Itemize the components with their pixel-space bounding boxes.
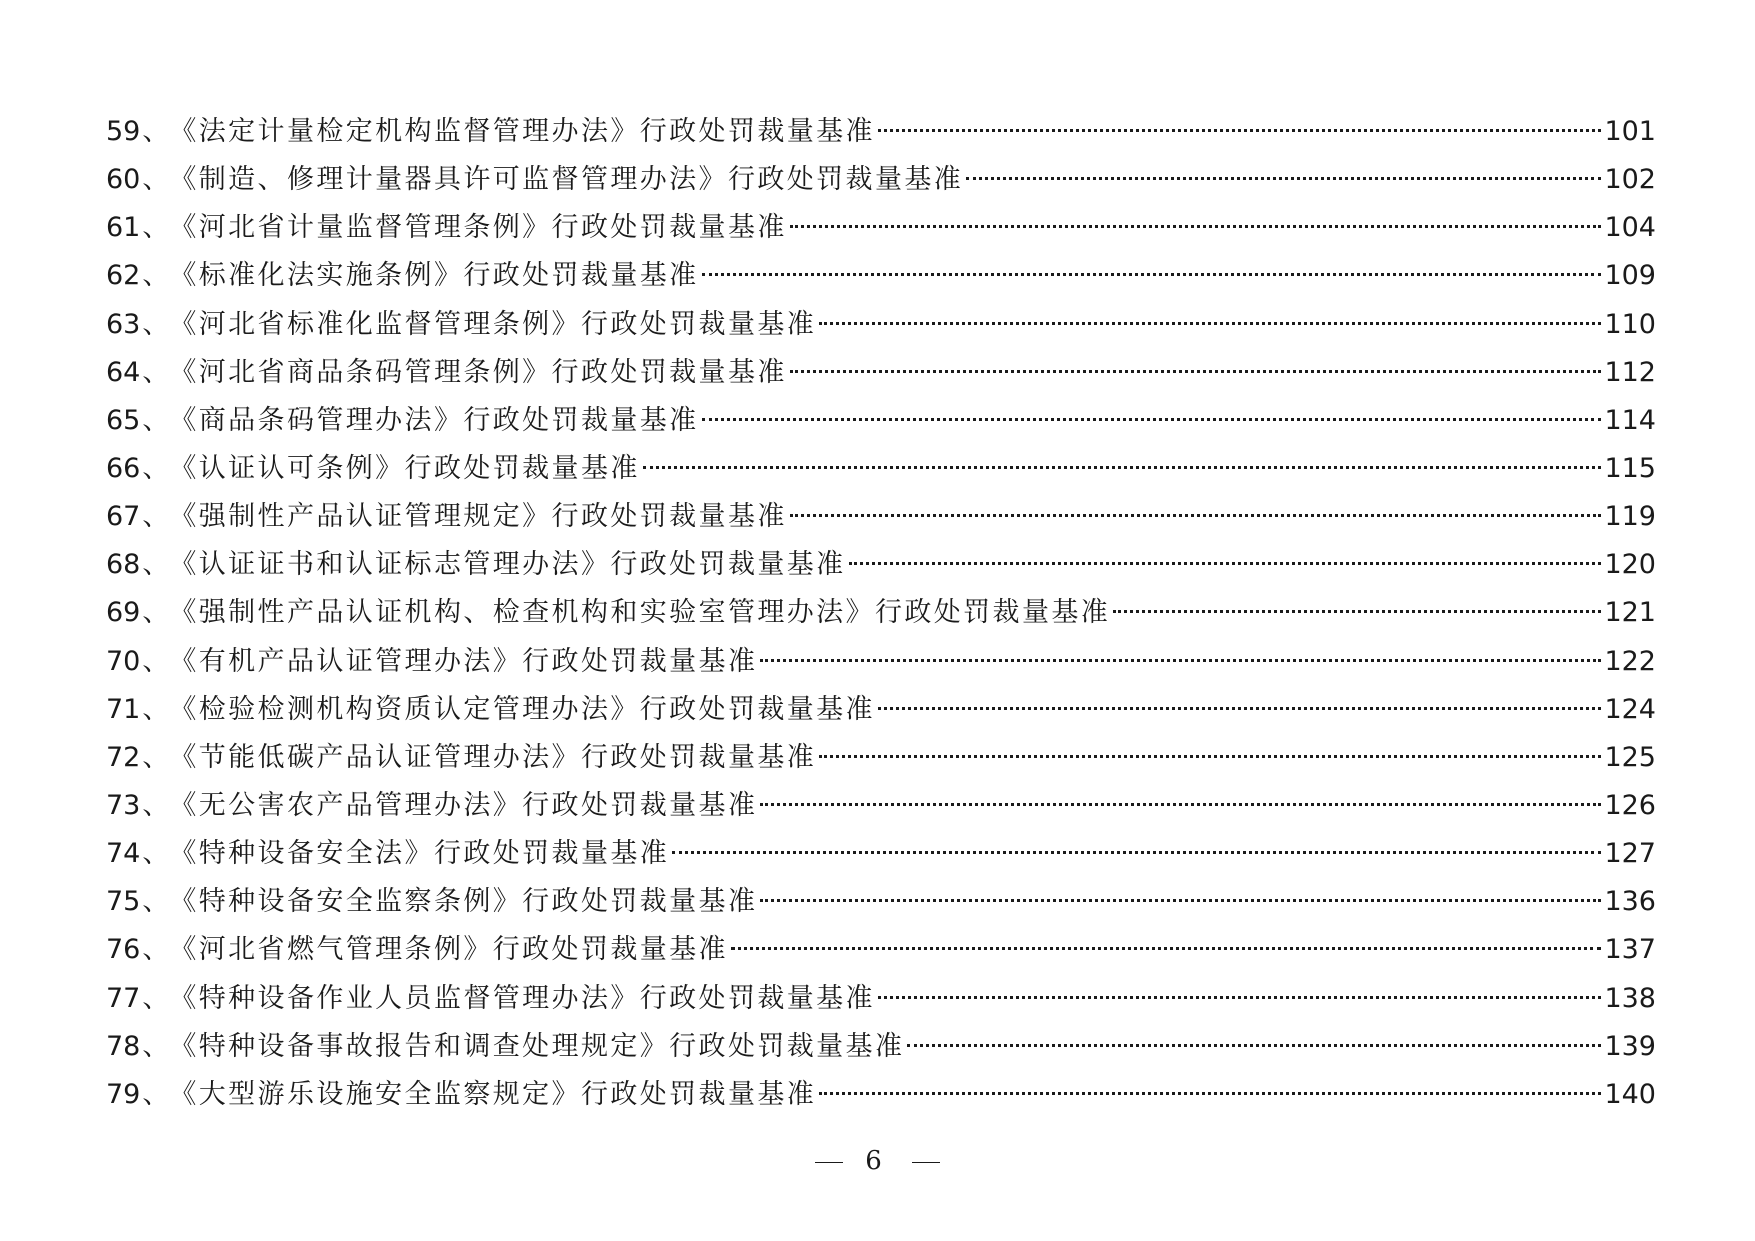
toc-entry[interactable] (106, 397, 1656, 445)
toc-entry-page: 140 (1604, 1078, 1656, 1110)
toc-entry-separator: 、 (142, 597, 170, 629)
toc-entry-number: 74 (106, 838, 141, 870)
toc-entry-title: 《有机产品认证管理办法》行政处罚裁量基准 (169, 645, 758, 677)
toc-entry-page: 125 (1604, 741, 1656, 773)
toc-entry-number: 79 (106, 1078, 141, 1110)
toc-entry-separator: 、 (142, 886, 170, 918)
toc-entry-title: 《强制性产品认证机构、检查机构和实验室管理办法》行政处罚裁量基准 (169, 597, 1111, 629)
dot-leader (643, 466, 1602, 469)
toc-entry-page: 127 (1604, 838, 1656, 870)
toc-entry-number: 76 (106, 934, 141, 966)
toc-entry-title: 《节能低碳产品认证管理办法》行政处罚裁量基准 (169, 741, 817, 773)
toc-entry[interactable] (106, 204, 1656, 252)
toc-entry-page: 136 (1604, 886, 1656, 918)
toc-entry-number: 61 (106, 212, 141, 244)
toc-entry-title: 《商品条码管理办法》行政处罚裁量基准 (169, 404, 699, 436)
toc-entry-separator: 、 (142, 356, 170, 388)
dot-leader (849, 562, 1602, 565)
toc-entry-separator: 、 (142, 838, 170, 870)
toc-entry-number: 70 (106, 645, 141, 677)
toc-entry-number: 59 (106, 116, 141, 147)
dot-leader (672, 851, 1601, 854)
toc-entry-page: 122 (1604, 645, 1656, 677)
dot-leader (1113, 610, 1601, 613)
toc-entry-number: 66 (106, 452, 141, 484)
toc-entry[interactable] (106, 686, 1656, 734)
toc-entry-title: 《特种设备安全法》行政处罚裁量基准 (169, 838, 670, 870)
toc-entry-number: 69 (106, 597, 141, 629)
toc-entry[interactable] (106, 734, 1656, 782)
toc-entry-separator: 、 (142, 308, 170, 340)
toc-entry-separator: 、 (142, 116, 170, 147)
toc-entry-title: 《检验检测机构资质认定管理办法》行政处罚裁量基准 (169, 693, 875, 725)
toc-entry-separator: 、 (142, 934, 170, 966)
toc-entry-separator: 、 (142, 1030, 170, 1062)
toc-entry-separator: 、 (142, 164, 170, 196)
toc-entry-page: 121 (1604, 597, 1656, 629)
toc-entry-title: 《法定计量检定机构监督管理办法》行政处罚裁量基准 (169, 116, 875, 147)
dot-leader (702, 418, 1602, 421)
toc-entry-page: 138 (1604, 982, 1656, 1014)
dot-leader (790, 370, 1602, 373)
toc-entry[interactable] (106, 301, 1656, 349)
toc-entry[interactable] (106, 252, 1656, 300)
toc-entry-page: 115 (1604, 452, 1656, 484)
toc-entry[interactable] (106, 589, 1656, 637)
toc-entry-number: 62 (106, 260, 141, 292)
toc-entry-separator: 、 (142, 693, 170, 725)
dot-leader (878, 996, 1601, 999)
toc-entry-separator: 、 (142, 982, 170, 1014)
dot-leader (731, 947, 1601, 950)
toc-entry-number: 78 (106, 1030, 141, 1062)
dot-leader (760, 803, 1601, 806)
toc-entry-title: 《河北省商品条码管理条例》行政处罚裁量基准 (169, 356, 787, 388)
toc-entry[interactable] (106, 108, 1656, 156)
page-footer (0, 1146, 1755, 1176)
toc-entry-number: 71 (106, 693, 141, 725)
toc-entry-title: 《河北省标准化监督管理条例》行政处罚裁量基准 (169, 308, 817, 340)
toc-entry-title: 《强制性产品认证管理规定》行政处罚裁量基准 (169, 501, 787, 533)
dot-leader (790, 225, 1602, 228)
dot-leader (760, 899, 1601, 902)
toc-entry-number: 64 (106, 356, 141, 388)
toc-entry-separator: 、 (142, 260, 170, 292)
toc-entry-page: 126 (1604, 789, 1656, 821)
toc-entry-page: 137 (1604, 934, 1656, 966)
toc-entry[interactable] (106, 878, 1656, 926)
dot-leader (819, 755, 1601, 758)
toc-entry-title: 《认证认可条例》行政处罚裁量基准 (169, 452, 640, 484)
toc-entry-page: 112 (1604, 356, 1656, 388)
toc-entry-page: 114 (1604, 404, 1656, 436)
toc-entry-page: 110 (1604, 308, 1656, 340)
toc-entry-separator: 、 (142, 212, 170, 244)
toc-entry[interactable] (106, 541, 1656, 589)
dot-leader (819, 1092, 1601, 1095)
toc-entry-number: 72 (106, 741, 141, 773)
toc-entry-page: 120 (1604, 549, 1656, 581)
toc-entry-separator: 、 (142, 501, 170, 533)
toc-entry-page: 119 (1604, 501, 1656, 533)
dot-leader (702, 273, 1602, 276)
toc-entry-number: 73 (106, 789, 141, 821)
dot-leader (760, 659, 1601, 662)
page-number: 6 (865, 1146, 882, 1176)
dot-leader (907, 1044, 1601, 1047)
toc-entry[interactable] (106, 926, 1656, 974)
toc-entry[interactable] (106, 782, 1656, 830)
toc-entry-separator: 、 (142, 452, 170, 484)
toc-entry-separator: 、 (142, 1078, 170, 1110)
dot-leader (878, 707, 1601, 710)
toc-entry-separator: 、 (142, 789, 170, 821)
dot-leader (790, 514, 1602, 517)
dot-leader (966, 177, 1601, 180)
toc-entry-number: 65 (106, 404, 141, 436)
footer-dash-left (815, 1162, 843, 1163)
toc-entry-page: 139 (1604, 1030, 1656, 1062)
toc-entry-title: 《制造、修理计量器具许可监督管理办法》行政处罚裁量基准 (169, 164, 964, 196)
toc-entry-page: 109 (1604, 260, 1656, 292)
toc-entry[interactable] (106, 493, 1656, 541)
toc-entry-title: 《特种设备安全监察条例》行政处罚裁量基准 (169, 886, 758, 918)
dot-leader (819, 322, 1601, 325)
toc-entry[interactable] (106, 1071, 1656, 1119)
toc-entry-separator: 、 (142, 549, 170, 581)
toc-entry-number: 75 (106, 886, 141, 918)
toc-entry-title: 《无公害农产品管理办法》行政处罚裁量基准 (169, 789, 758, 821)
toc-entry-separator: 、 (142, 645, 170, 677)
toc-entry-number: 63 (106, 308, 141, 340)
toc-entry-title: 《特种设备事故报告和调查处理规定》行政处罚裁量基准 (169, 1030, 905, 1062)
toc-entry-title: 《河北省燃气管理条例》行政处罚裁量基准 (169, 934, 728, 966)
toc-entry-page: 124 (1604, 693, 1656, 725)
toc-entry[interactable] (106, 638, 1656, 686)
toc-entry[interactable] (106, 445, 1656, 493)
table-of-contents (106, 108, 1656, 1119)
toc-entry-title: 《大型游乐设施安全监察规定》行政处罚裁量基准 (169, 1078, 817, 1110)
toc-entry-number: 60 (106, 164, 141, 196)
toc-entry-page: 101 (1604, 116, 1656, 147)
toc-entry[interactable] (106, 830, 1656, 878)
footer-dash-right (912, 1162, 940, 1163)
toc-entry-separator: 、 (142, 741, 170, 773)
toc-entry[interactable] (106, 1023, 1656, 1071)
toc-entry-title: 《标准化法实施条例》行政处罚裁量基准 (169, 260, 699, 292)
toc-entry-title: 《认证证书和认证标志管理办法》行政处罚裁量基准 (169, 549, 846, 581)
toc-entry-title: 《特种设备作业人员监督管理办法》行政处罚裁量基准 (169, 982, 875, 1014)
toc-entry-number: 67 (106, 501, 141, 533)
toc-entry[interactable] (106, 975, 1656, 1023)
toc-entry[interactable] (106, 349, 1656, 397)
toc-entry-page: 102 (1604, 164, 1656, 196)
toc-entry[interactable] (106, 156, 1656, 204)
toc-entry-number: 77 (106, 982, 141, 1014)
toc-entry-page: 104 (1604, 212, 1656, 244)
dot-leader (878, 129, 1601, 132)
toc-entry-title: 《河北省计量监督管理条例》行政处罚裁量基准 (169, 212, 787, 244)
toc-entry-separator: 、 (142, 404, 170, 436)
toc-entry-number: 68 (106, 549, 141, 581)
